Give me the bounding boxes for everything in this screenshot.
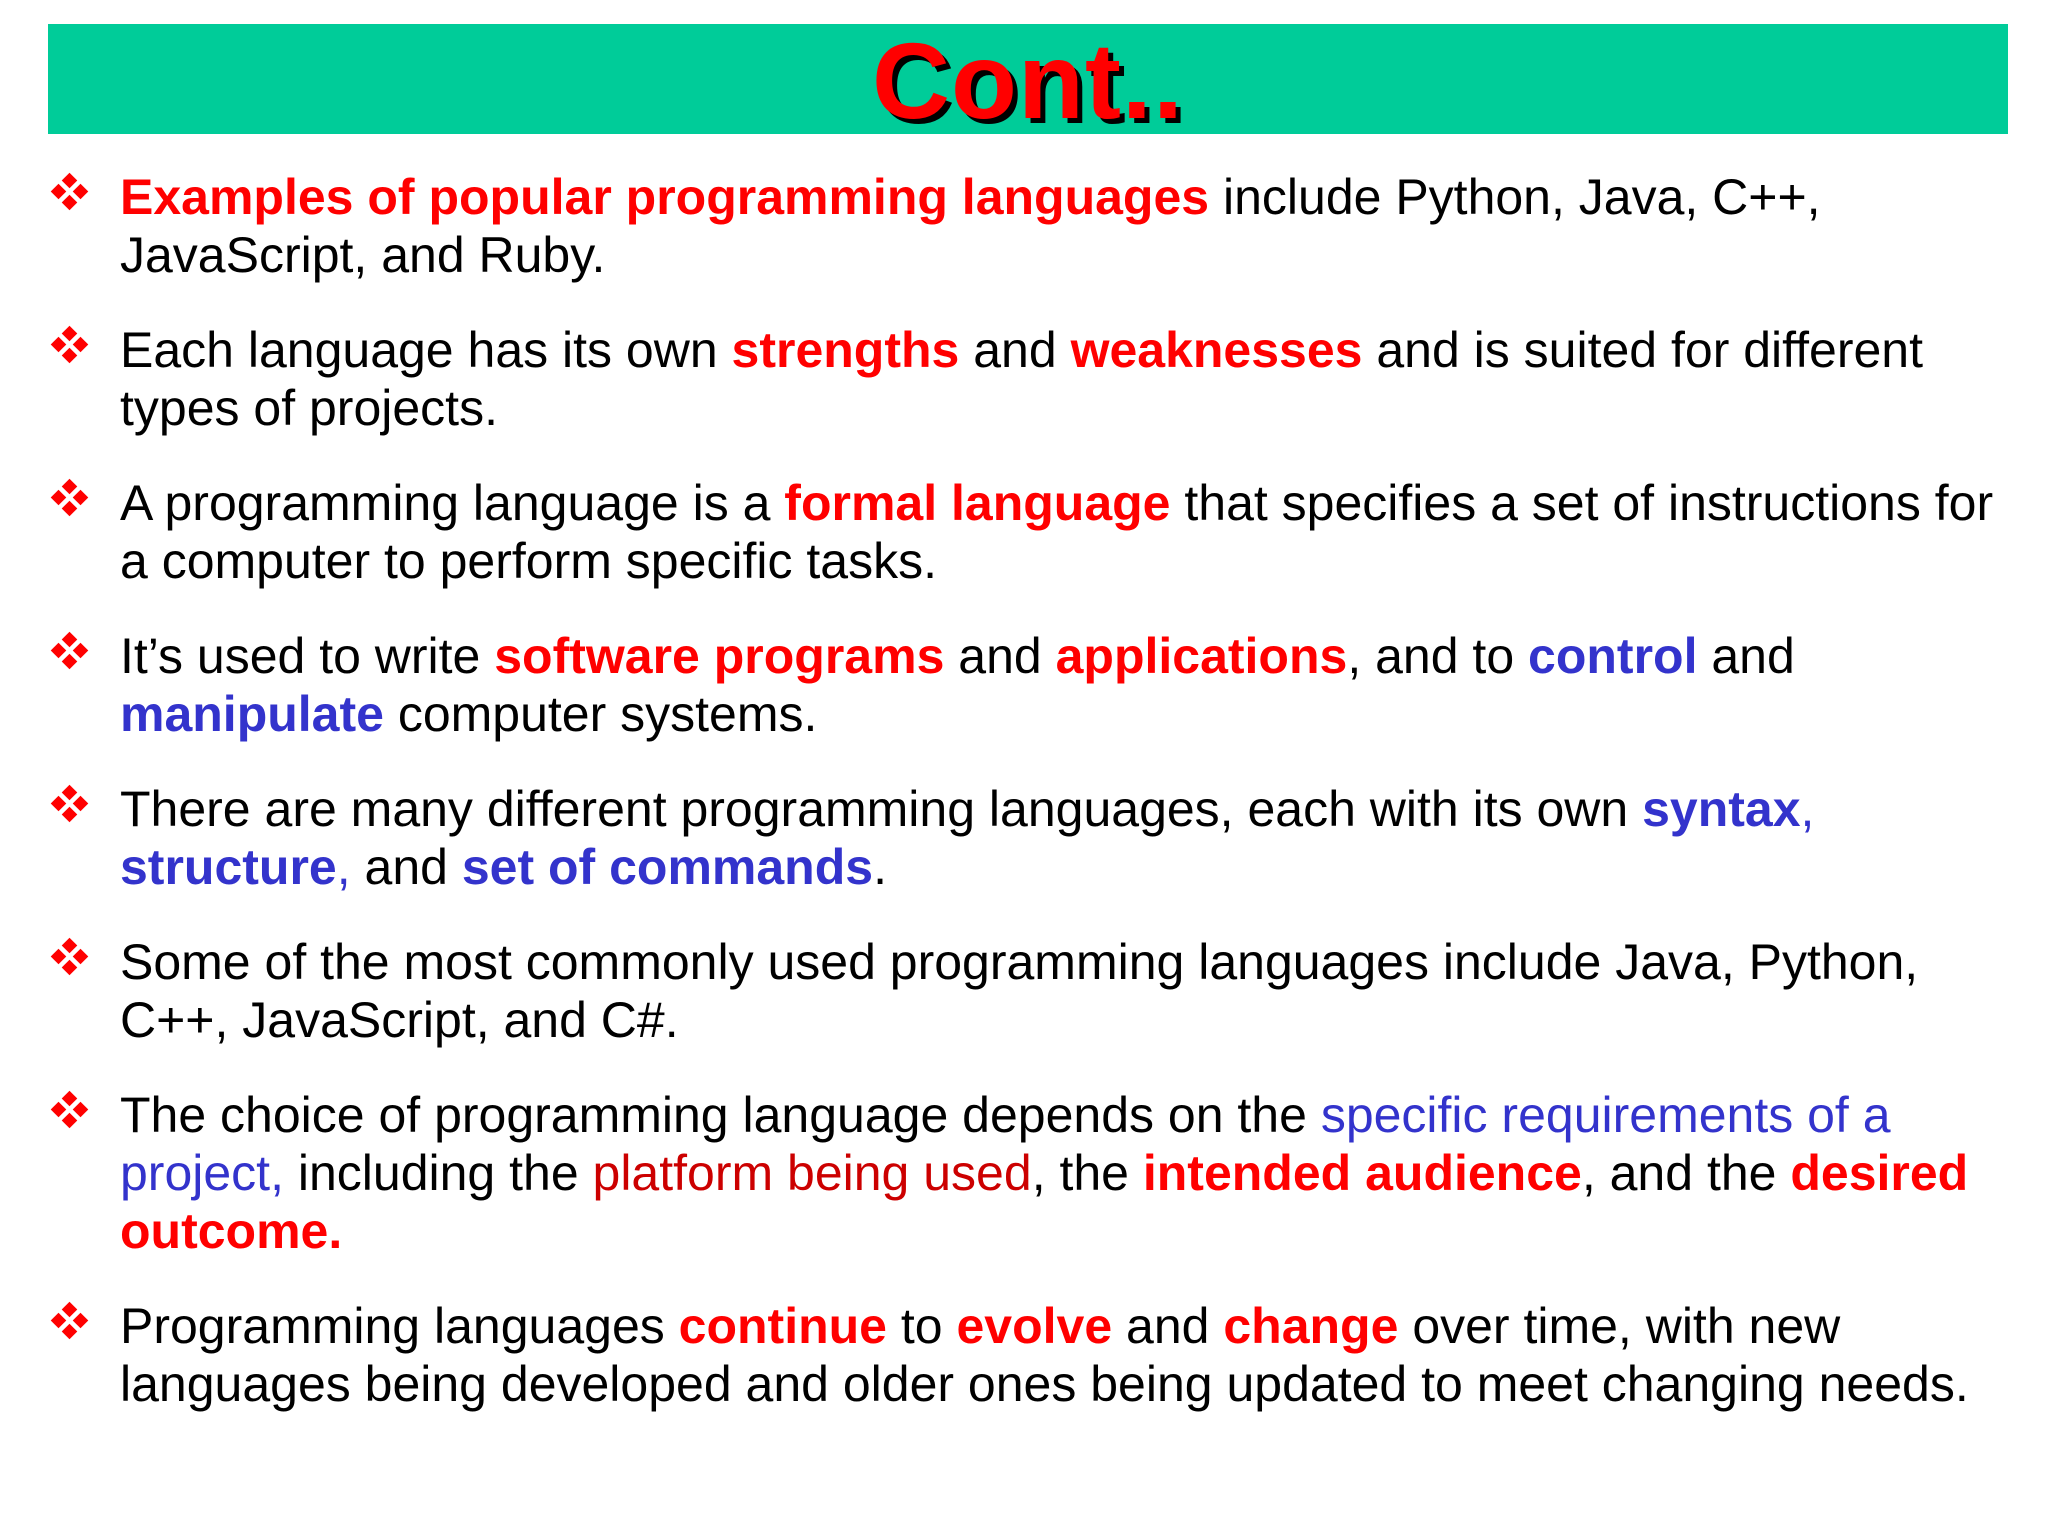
bullet-item (48, 627, 2008, 743)
highlighted-term: , (1800, 781, 1815, 837)
bullet-text: computer systems. (383, 686, 818, 742)
four-diamond-bullet-icon (52, 327, 88, 363)
highlighted-term: applications (1055, 628, 1348, 684)
highlighted-term: evolve (956, 1298, 1113, 1354)
highlighted-term: manipulate (120, 686, 384, 742)
highlighted-term: Examples of popular programming languages (120, 169, 1210, 225)
highlighted-term: formal language (784, 475, 1171, 531)
four-diamond-bullet-icon (52, 939, 88, 975)
highlighted-term: control (1528, 628, 1698, 684)
bullet-text: and (1112, 1298, 1224, 1354)
bullet-item (48, 780, 2008, 896)
four-diamond-bullet-icon (52, 786, 88, 822)
bullet-text: and is suited for different types of projects. (120, 322, 1923, 436)
highlighted-term: syntax (1642, 781, 1801, 837)
bullet-item (48, 933, 2008, 1049)
bullet-text: that specifies a set of instructions for a computer to perform specific tasks. (120, 475, 1994, 589)
four-diamond-bullet-icon (52, 480, 88, 516)
four-diamond-bullet-icon (52, 174, 88, 210)
bullet-item (48, 168, 2008, 284)
bullet-item (48, 1086, 2008, 1260)
highlighted-term: strengths (731, 322, 960, 378)
four-diamond-bullet-icon (52, 1092, 88, 1128)
bullet-text: . (873, 839, 887, 895)
title-bar (48, 20, 2008, 141)
bullet-text: Each language has its own (120, 322, 732, 378)
bullet-item (48, 474, 2008, 590)
bullet-text: and (959, 322, 1071, 378)
bullet-item (48, 321, 2008, 437)
slide-title: Cont.. (872, 20, 1184, 141)
bullet-text: A programming language is a (120, 475, 785, 531)
bullet-list (48, 168, 2008, 1450)
bullet-text: It’s used to write (120, 628, 495, 684)
highlighted-term: structure (120, 839, 337, 895)
four-diamond-bullet-icon (52, 1303, 88, 1339)
bullet-text: , the (1031, 1145, 1143, 1201)
bullet-text: include Python, Java, C++, JavaScript, and Ruby. (120, 169, 1821, 283)
bullet-text: and (350, 839, 462, 895)
highlighted-term: change (1223, 1298, 1399, 1354)
bullet-text: , and the (1581, 1145, 1791, 1201)
highlighted-term: specific requirements of a project, (120, 1087, 1891, 1201)
highlighted-term: set of commands (461, 839, 874, 895)
highlighted-term: , (336, 839, 351, 895)
highlighted-term: software programs (494, 628, 945, 684)
bullet-text: Programming languages (120, 1298, 679, 1354)
highlighted-term: weaknesses (1070, 322, 1363, 378)
bullet-text: to (886, 1298, 957, 1354)
highlighted-term: desired outcome. (120, 1145, 1969, 1259)
bullet-text: There are many different programming languages, each with its own (120, 781, 1643, 837)
bullet-text: Some of the most commonly used programming languages include Java, Python, C++, JavaScript, and C#. (120, 934, 1919, 1048)
bullet-item (48, 1297, 2008, 1413)
bullet-text: The choice of programming language depends on the (120, 1087, 1321, 1143)
bullet-text: and (1697, 628, 1795, 684)
bullet-text: and (944, 628, 1056, 684)
highlighted-term: intended audience (1142, 1145, 1582, 1201)
highlighted-term: platform being used (592, 1145, 1032, 1201)
highlighted-term: continue (678, 1298, 887, 1354)
bullet-text: , and to (1347, 628, 1529, 684)
bullet-text: including the (283, 1145, 593, 1201)
four-diamond-bullet-icon (52, 633, 88, 669)
bullet-text: over time, with new languages being developed and older ones being updated to meet changing needs. (120, 1298, 1969, 1412)
